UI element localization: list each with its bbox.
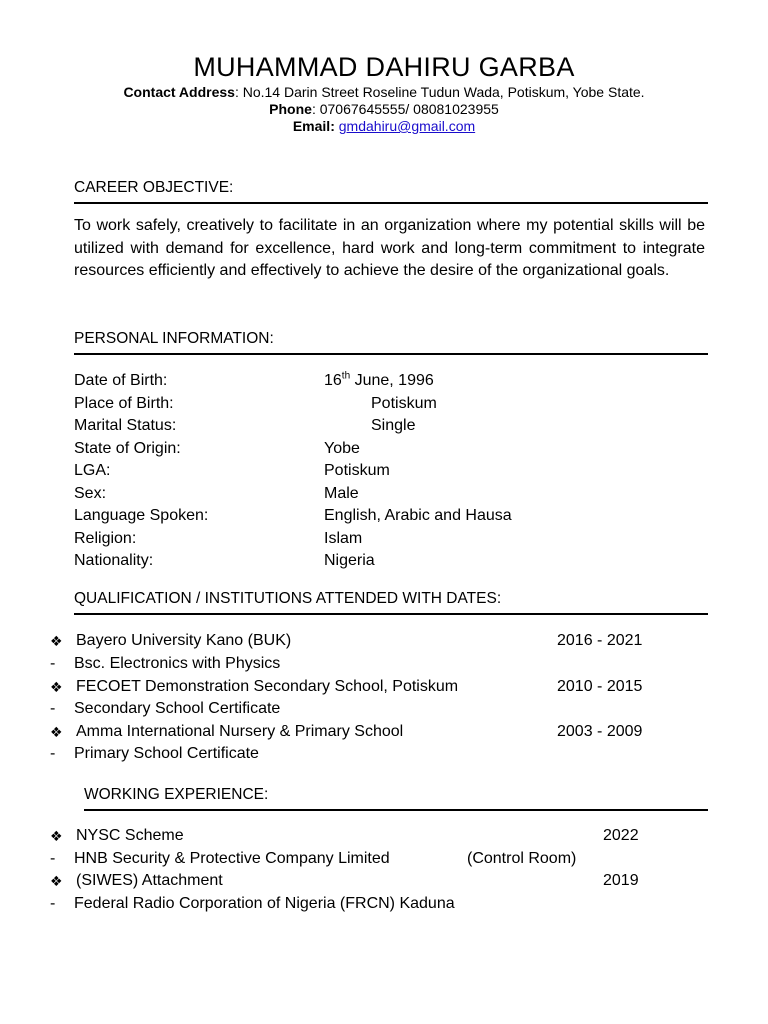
info-row-date-of-birth (74, 370, 674, 393)
bullet-icon: ❖ (50, 724, 63, 740)
info-value: Islam (324, 529, 363, 547)
info-value: Potiskum (324, 462, 390, 479)
info-value: Nigeria (324, 552, 375, 569)
personal-information-table (74, 370, 674, 573)
institution-name: FECOET Demonstration Secondary School, Potiskum (76, 678, 459, 695)
resume-header (0, 50, 768, 135)
qualification-detail: Bsc. Electronics with Physics (74, 655, 281, 672)
birth-day-suffix: th (341, 370, 351, 382)
experience-detail-row (0, 893, 768, 916)
qualification-item (0, 676, 768, 699)
info-row-sex (74, 483, 674, 506)
career-objective-heading: CAREER OBJECTIVE: (74, 178, 708, 204)
info-label: Language Spoken: (74, 507, 209, 524)
qualification-detail-row (0, 743, 768, 766)
experience-unit: (Control Room) (467, 850, 577, 867)
info-value: Yobe (324, 439, 360, 457)
bullet-icon: ❖ (50, 633, 63, 649)
info-row-place-of-birth (74, 393, 674, 416)
info-label: Date of Birth: (74, 372, 168, 389)
phone-value: : 07067645555/ 08081023955 (311, 101, 499, 117)
info-label: Sex: (74, 484, 107, 502)
phone-label: Phone (269, 101, 312, 117)
email-label: Email (292, 118, 331, 134)
qualification-dates: 2010 - 2015 (557, 678, 643, 695)
info-row-religion (74, 528, 674, 551)
bullet-icon: ❖ (50, 873, 63, 889)
info-value: English, Arabic and Hausa (324, 507, 512, 524)
info-row-state-of-origin (74, 438, 674, 461)
dash-marker: - (50, 850, 56, 867)
info-label: LGA: (74, 462, 111, 479)
qualification-detail-row (0, 698, 768, 721)
address-label: Contact Address (123, 84, 235, 100)
qualification-heading: QUALIFICATION / INSTITUTIONS ATTENDED WITH DATES: (74, 589, 708, 615)
qualification-item (0, 721, 768, 744)
contact-email (0, 118, 768, 135)
info-label: Place of Birth: (74, 394, 174, 412)
qualification-detail-row (0, 653, 768, 676)
bullet-icon: ❖ (50, 679, 63, 695)
experience-role: (SIWES) Attachment (76, 872, 223, 889)
info-row-language-spoken (74, 505, 674, 528)
experience-detail-row (0, 848, 768, 871)
info-value: Single (371, 417, 416, 434)
address-value: : No.14 Darin Street Roseline Tudun Wada, Potiskum, Yobe State. (234, 84, 645, 100)
experience-year: 2019 (603, 872, 639, 889)
candidate-name: MUHAMMAD DAHIRU GARBA (193, 52, 575, 82)
qualification-detail: Secondary School Certificate (74, 700, 281, 717)
experience-organization: Federal Radio Corporation of Nigeria (FRCN) Kaduna (74, 895, 455, 912)
career-objective-text: To work safely, creatively to facilitate in an organization where my potential skills will be utilized with demand for excellence, hard work and long-term commitment to integrate resources efficiently and effectively to achieve the desire of the organizational goals. (74, 217, 705, 279)
email-link[interactable]: gmdahiru@gmail.com (338, 118, 476, 134)
institution-name: Amma International Nursery & Primary School (76, 723, 404, 740)
bullet-icon: ❖ (50, 828, 63, 844)
info-row-lga (74, 460, 674, 483)
info-value: Potiskum (371, 394, 437, 412)
info-value (324, 370, 434, 393)
experience-year: 2022 (603, 827, 639, 844)
working-experience-heading: WORKING EXPERIENCE: (84, 785, 708, 811)
experience-organization: HNB Security & Protective Company Limited (74, 850, 390, 867)
experience-item (0, 870, 768, 893)
birth-day: 16 (324, 372, 342, 389)
dash-marker: - (50, 700, 56, 717)
qualification-dates: 2016 - 2021 (557, 632, 643, 649)
email-separator: : (330, 118, 339, 134)
qualification-detail: Primary School Certificate (74, 745, 259, 762)
contact-phone (0, 101, 768, 118)
qualification-dates: 2003 - 2009 (557, 723, 643, 740)
qualification-item (0, 630, 768, 653)
birth-month-year: June, 1996 (350, 372, 434, 389)
experience-item (0, 825, 768, 848)
info-row-marital-status (74, 415, 674, 438)
info-label: State of Origin: (74, 439, 181, 457)
institution-name: Bayero University Kano (BUK) (76, 632, 292, 649)
personal-information-heading: PERSONAL INFORMATION: (74, 329, 708, 355)
info-label: Marital Status: (74, 417, 177, 434)
info-value: Male (324, 484, 359, 502)
dash-marker: - (50, 895, 56, 912)
info-label: Religion: (74, 529, 137, 547)
experience-role: NYSC Scheme (76, 827, 184, 844)
info-row-nationality (74, 550, 674, 573)
dash-marker: - (50, 745, 56, 762)
dash-marker: - (50, 655, 56, 672)
info-label: Nationality: (74, 552, 154, 569)
contact-address (0, 84, 768, 101)
